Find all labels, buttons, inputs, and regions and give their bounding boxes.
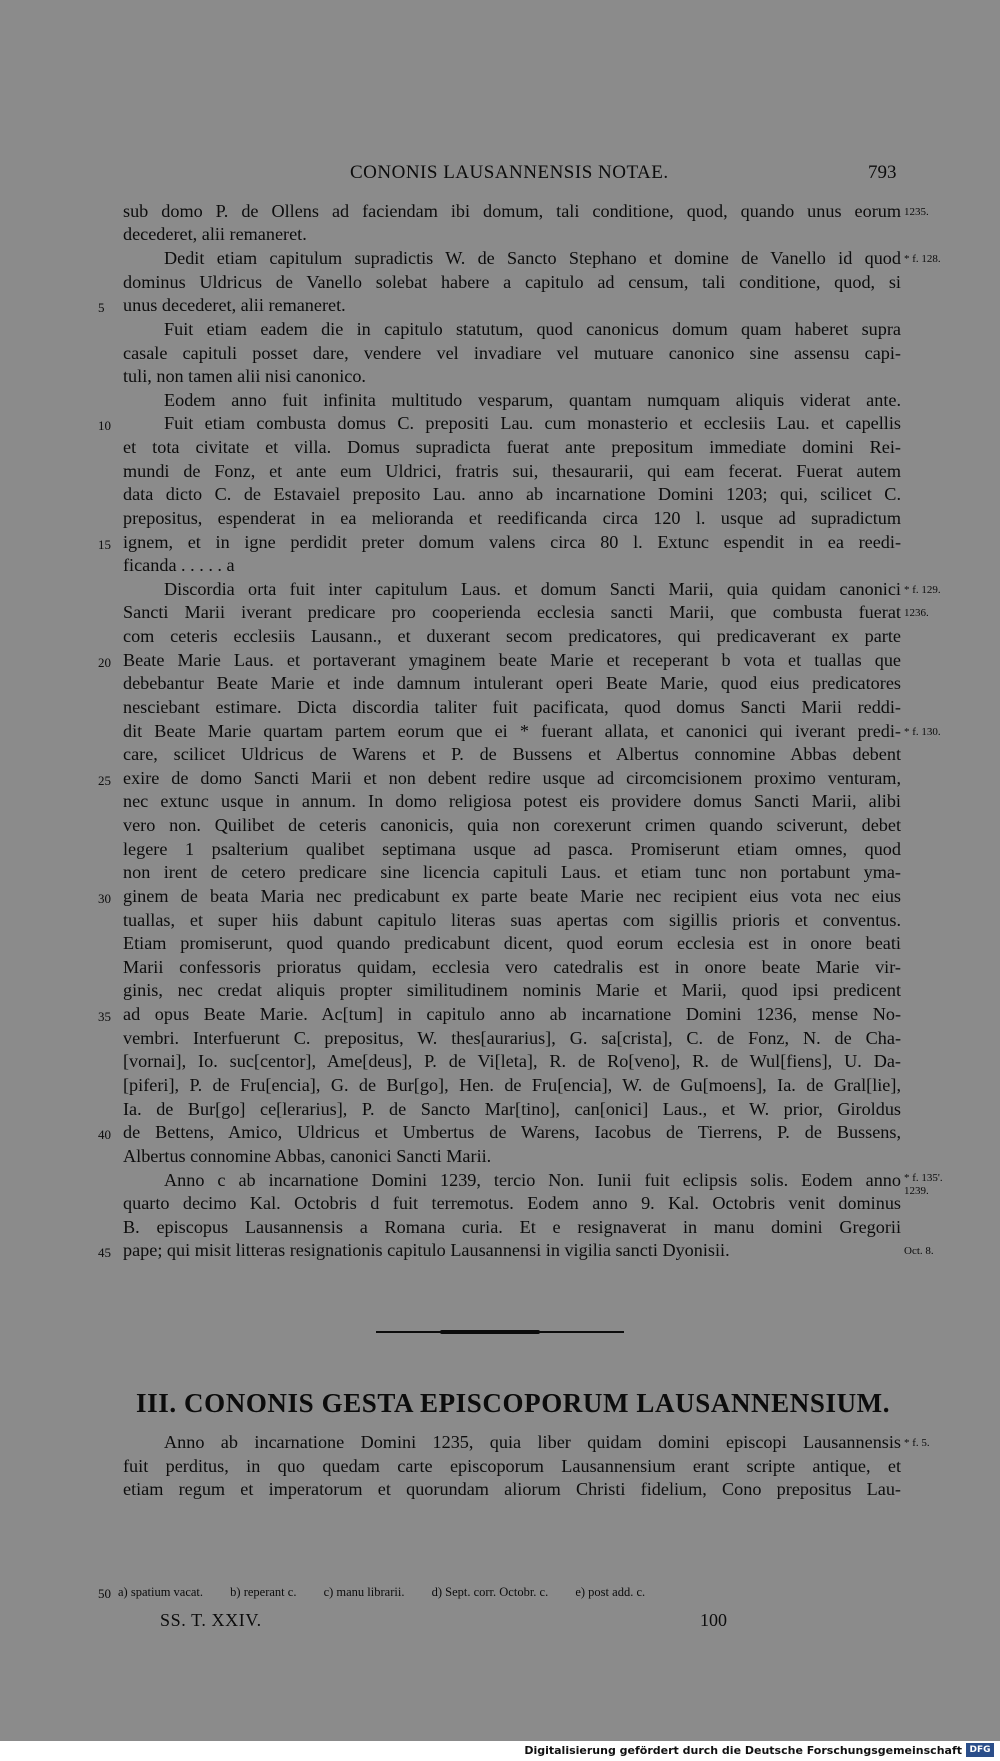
credit-text: Digitalisierung gefördert durch die Deutsche Forschungsgemeinschaft [524,1744,962,1757]
text-line: Eodem anno fuit infinita multitudo vesparum, quantam numquam aliquis viderat ante. [164,390,901,410]
margin-note: * f. 5. [904,1437,930,1449]
text-line: vembri. Interfuerunt C. prepositus, W. thes[aurarius], G. sa[crista], C. de Fonz, N. de Cha- [123,1028,901,1048]
text-line: et tota civitate et villa. Domus supradicta fuerat ante prepositum immediate domini Rei- [123,437,901,457]
page-number: 793 [868,162,897,183]
margin-note: 1236. [904,607,929,619]
text-line: dit Beate Marie quartam partem eorum que ei * fuerant allata, et canonici qui iverant predi- [123,721,901,741]
text-line: nesciebant estimare. Dicta discordia taliter fuit pacificata, quod domus Sancti Marii reddi- [123,697,901,717]
text-line: data dicto C. de Estavaiel preposito Lau. anno ab incarnatione Domini 1203; qui, scilicet C. [123,484,901,504]
text-line: Albertus connomine Abbas, canonici Sancti Marii. [123,1146,492,1166]
line-number: 30 [98,891,111,906]
text-line: nec extunc usque in annum. In domo religiosa potest eis providere domus Sancti Marii, alibi [123,791,901,811]
text-line: Fuit etiam eadem die in capitulo statutum, quod canonicus domum quam haberet supra [164,319,901,339]
text-line: Marii confessoris prioratus quidam, ecclesia vero catedralis est in onore beate Marie vir- [123,957,901,977]
text-line: ignem, et in igne perdidit preter domum valens circa 80 l. Extunc espendit in ea reedi- [123,532,901,552]
text-line: [vornai], Io. suc[centor], Ame[deus], P. de Vi[leta], R. de Ro[veno], R. de Wul[fiens], U. Da- [123,1051,901,1071]
text-line: Ia. de Bur[go] ce[lerarius], P. de Sancto Mar[tino], can[onici] Laus., et W. prior, Giroldus [123,1099,901,1119]
line-number: 15 [98,537,111,552]
section-text-line: etiam regum et imperatorum et quorundam aliorum Christi fidelium, Cono prepositus Lau- [123,1479,901,1499]
text-line: legere 1 psalterium qualibet septimana usque ad pasca. Promiserunt etiam omnes, quod [123,839,901,859]
text-line: mundi de Fonz, et ante eum Uldrici, fratris sui, thesaurarii, qui eam fecerat. Fuerat autem [123,461,901,481]
section-text-line: Anno ab incarnatione Domini 1235, quia liber quidam domini episcopi Lausannensis [164,1432,901,1452]
text-line: care, scilicet Uldricus de Warens et P. de Bussens et Albertus connomine Abbas debent [123,744,901,764]
text-line: tuli, non tamen alii nisi canonico. [123,366,366,386]
text-line: ginem de beata Maria nec predicabunt ex parte beate Marie nec recipient eius vota nec eius [123,886,901,906]
line-number: 20 [98,655,111,670]
text-line: non irent de cetero predicare sine licencia capituli Laus. et etiam tunc non portabunt yma- [123,862,901,882]
line-number: 10 [98,418,111,433]
text-line: dominus Uldricus de Vanello solebat habere a capitulo ad censum, tali conditione, quod, si [123,272,901,292]
line-number: 50 [98,1586,111,1601]
text-line: Sancti Marii iverant predicare pro cooperienda ecclesia sancti Marii, que combusta fuerat [123,602,901,622]
text-line: ficanda . . . . . a [123,555,235,575]
text-line: Dedit etiam capitulum supradictis W. de Sancto Stephano et domine de Vanello id quod [164,248,901,268]
text-line: tuallas, et super hiis dabunt capitulo literas suas apertas com sigillis prioris et conventus. [123,910,901,930]
text-line: sub domo P. de Ollens ad faciendam ibi domum, tali conditione, quod, quando unus eorum [123,201,901,221]
margin-note: 1239. [904,1185,929,1197]
volume-signature: SS. T. XXIV. [160,1610,262,1630]
sheet-number: 100 [700,1610,727,1630]
section-heading: III. CONONIS GESTA EPISCOPORUM LAUSANNENSIUM. [136,1388,891,1418]
line-number: 40 [98,1127,111,1142]
margin-note: * f. 129. [904,584,941,596]
text-line: pape; qui misit litteras resignationis capitulo Lausannensi in vigilia sancti Dyonisii. [123,1240,730,1260]
text-line: Etiam promiserunt, quod quando predicabunt dicent, quod eorum ecclesia est in onore beati [123,933,901,953]
dfg-logo-icon: DFG [966,1743,994,1757]
footnote: e) post add. c. [575,1585,646,1599]
text-line: ginis, nec credat aliquis propter similitudinem nominis Marie et Marii, quod ipsi predicent [123,980,901,1000]
text-line: debebantur Beate Marie et inde damnum intulerant operi Beate Marie, quod eius predicatores [123,673,901,693]
text-line: casale capituli posset dare, vendere vel invadiare vel mutuare canonico sine assensu capi- [123,343,901,363]
margin-note: Oct. 8. [904,1245,934,1257]
text-line: unus decederet, alii remaneret. [123,295,346,315]
running-title: CONONIS LAUSANNENSIS NOTAE. [350,162,669,183]
text-line: quarto decimo Kal. Octobris d fuit terremotus. Eodem anno 9. Kal. Octobris venit dominus [123,1193,901,1213]
separator-rule-ornament [440,1330,540,1334]
text-line: Anno c ab incarnatione Domini 1239, tercio Non. Iunii fuit eclipsis solis. Eodem anno [164,1170,901,1190]
footnote: a) spatium vacat. [118,1585,204,1599]
text-line: prepositus, espenderat in ea melioranda et reedificanda circa 120 l. usque ad supradictum [123,508,901,528]
text-line: Beate Marie Laus. et portaverant ymaginem beate Marie et receperant b vota et tuallas que [123,650,901,670]
footnotes [118,1585,651,1600]
footnote: b) reperant c. [230,1585,297,1599]
text-line: vero non. Quilibet de ceteris canonicis, quia non corexerunt crimen quando sciverunt, debet [123,815,901,835]
margin-note: 1235. [904,206,929,218]
text-line: B. episcopus Lausannensis a Romana curia. Et e resignaverat in manu domini Gregorii [123,1217,901,1237]
text-line: [piferi], P. de Fru[encia], G. de Bur[go], Hen. de Fru[encia], W. de Gu[moens], Ia. de Gral[lie], [123,1075,901,1095]
line-number: 25 [98,773,111,788]
text-line: Fuit etiam combusta domus C. prepositi Lau. cum monasterio et ecclesiis Lau. et capellis [164,413,901,433]
text-line: decederet, alii remaneret. [123,224,307,244]
section-text-line: fuit perditus, in quo quedam carte episcoporum Lausannensium erant scripte antique, et [123,1456,901,1476]
text-line: de Bettens, Amico, Uldricus et Umbertus de Warens, Iacobus de Tierrens, P. de Bussens, [123,1122,901,1142]
text-line: exire de domo Sancti Marii et non debent redire usque ad circomcisionem proximo venturam, [123,768,901,788]
line-number: 5 [98,300,105,315]
text-line: Discordia orta fuit inter capitulum Laus. et domum Sancti Marii, quia quidam canonici [164,579,901,599]
margin-note: * f. 130. [904,726,941,738]
footnote: c) manu librarii. [323,1585,405,1599]
line-number: 45 [98,1245,111,1260]
margin-note: * f. 135'. [904,1172,943,1184]
text-line: com ceteris ecclesiis Lausann., et duxerant secom predicatores, qui predicaverant ex parte [123,626,901,646]
line-number: 35 [98,1009,111,1024]
margin-note: * f. 128. [904,253,941,265]
text-line: ad opus Beate Marie. Ac[tum] in capitulo anno ab incarnatione Domini 1236, mense No- [123,1004,901,1024]
footnote: d) Sept. corr. Octobr. c. [431,1585,549,1599]
